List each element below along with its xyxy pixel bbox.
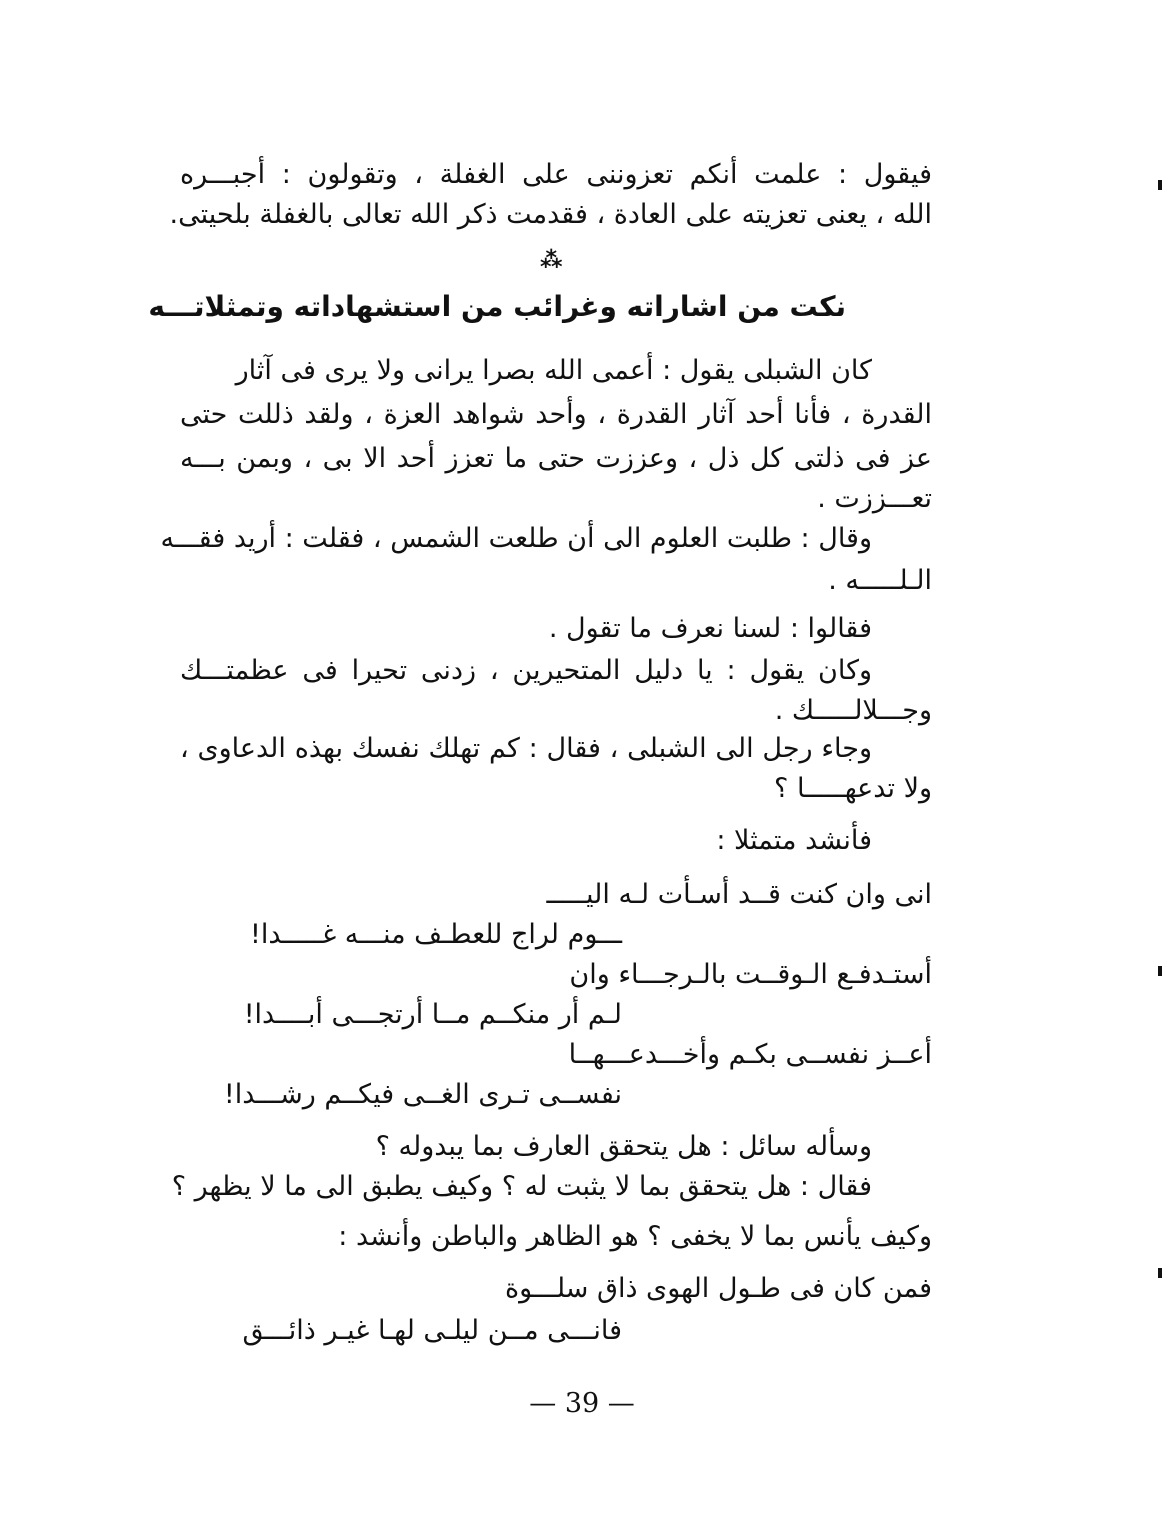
paragraph-line: وجاء رجل الى الشبلى ، فقال : كم تهلك نفسك بهذه الدعاوى ، — [180, 733, 872, 764]
page-number: — 39 — — [529, 1388, 635, 1419]
paragraph-line: الله ، يعنى تعزيته على العادة ، فقدمت ذكر الله تعالى بالغفلة بلحيتى. — [169, 199, 932, 230]
paragraph-line: فأنشد متمثلا : — [716, 825, 872, 856]
paragraph-line: فيقول : علمت أنكم تعزوننى على الغفلة ، وتقولون : أجبـــره — [180, 159, 932, 190]
scan-mark — [1158, 966, 1162, 976]
paragraph-line: ولا تدعهـــــا ؟ — [774, 773, 932, 804]
poem-verse: ـــوم لراج للعطـف منـــه غـــــدا! — [250, 919, 622, 950]
poem-verse: لـم أر منكــم مــا أرتجـــى أبــــدا! — [243, 999, 622, 1030]
paragraph-line: الـلـــــه . — [828, 565, 932, 596]
paragraph-line: وكيف يأنس بما لا يخفى ؟ هو الظاهر والباطن وأنشد : — [338, 1221, 932, 1252]
separator-asterisks: ⁂ — [540, 248, 559, 273]
paragraph-line: وقال : طلبت العلوم الى أن طلعت الشمس ، فقلت : أريد فقـــه — [160, 523, 872, 554]
paragraph-line: عز فى ذلتى كل ذل ، وعززت حتى ما تعزز أحد الا بى ، وبمن بـــه — [180, 443, 932, 474]
paragraph-line: كان الشبلى يقول : أعمى الله بصرا يرانى ولا يرى فى آثار — [235, 355, 872, 386]
scan-mark — [1158, 1268, 1162, 1278]
paragraph-line: فقالوا : لسنا نعرف ما تقول . — [548, 613, 872, 644]
poem-verse: أستـدفـع الـوقــت بالـرجـــاء وان — [569, 959, 932, 990]
poem-verse: فانـــى مــن ليلـى لهـا غيـر ذائـــق — [242, 1315, 622, 1346]
paragraph-line: تعـــززت . — [817, 483, 932, 514]
paragraph-line: فقال : هل يتحقق بما لا يثبت له ؟ وكيف يطبق الى ما لا يظهر ؟ — [171, 1171, 872, 1202]
paragraph-line: وكان يقول : يا دليل المتحيرين ، زدنى تحيرا فى عظمتـــك — [180, 655, 872, 686]
poem-verse: نفســى تـرى الغــى فيكــم رشـــدا! — [223, 1079, 622, 1110]
paragraph-line: وجـــلالـــــك . — [774, 695, 932, 726]
paragraph-line: وسأله سائل : هل يتحقق العارف بما يبدوله ؟ — [375, 1131, 872, 1162]
poem-verse: أعــز نفســى بكـم وأخـــدعـــهــا — [568, 1039, 932, 1070]
poem-verse: انى وان كنت قــد أسـأت لـه اليـــــ — [546, 879, 932, 910]
poem-verse: فمن كان فى طـول الهوى ذاق سلـــوة — [505, 1273, 932, 1304]
section-title: نكت من اشاراته وغرائب من استشهاداته وتمثلاتـــه — [148, 290, 846, 323]
scan-mark — [1158, 180, 1162, 190]
paragraph-line: القدرة ، فأنا أحد آثار القدرة ، وأحد شواهد العزة ، ولقد ذللت حتى — [180, 399, 932, 430]
